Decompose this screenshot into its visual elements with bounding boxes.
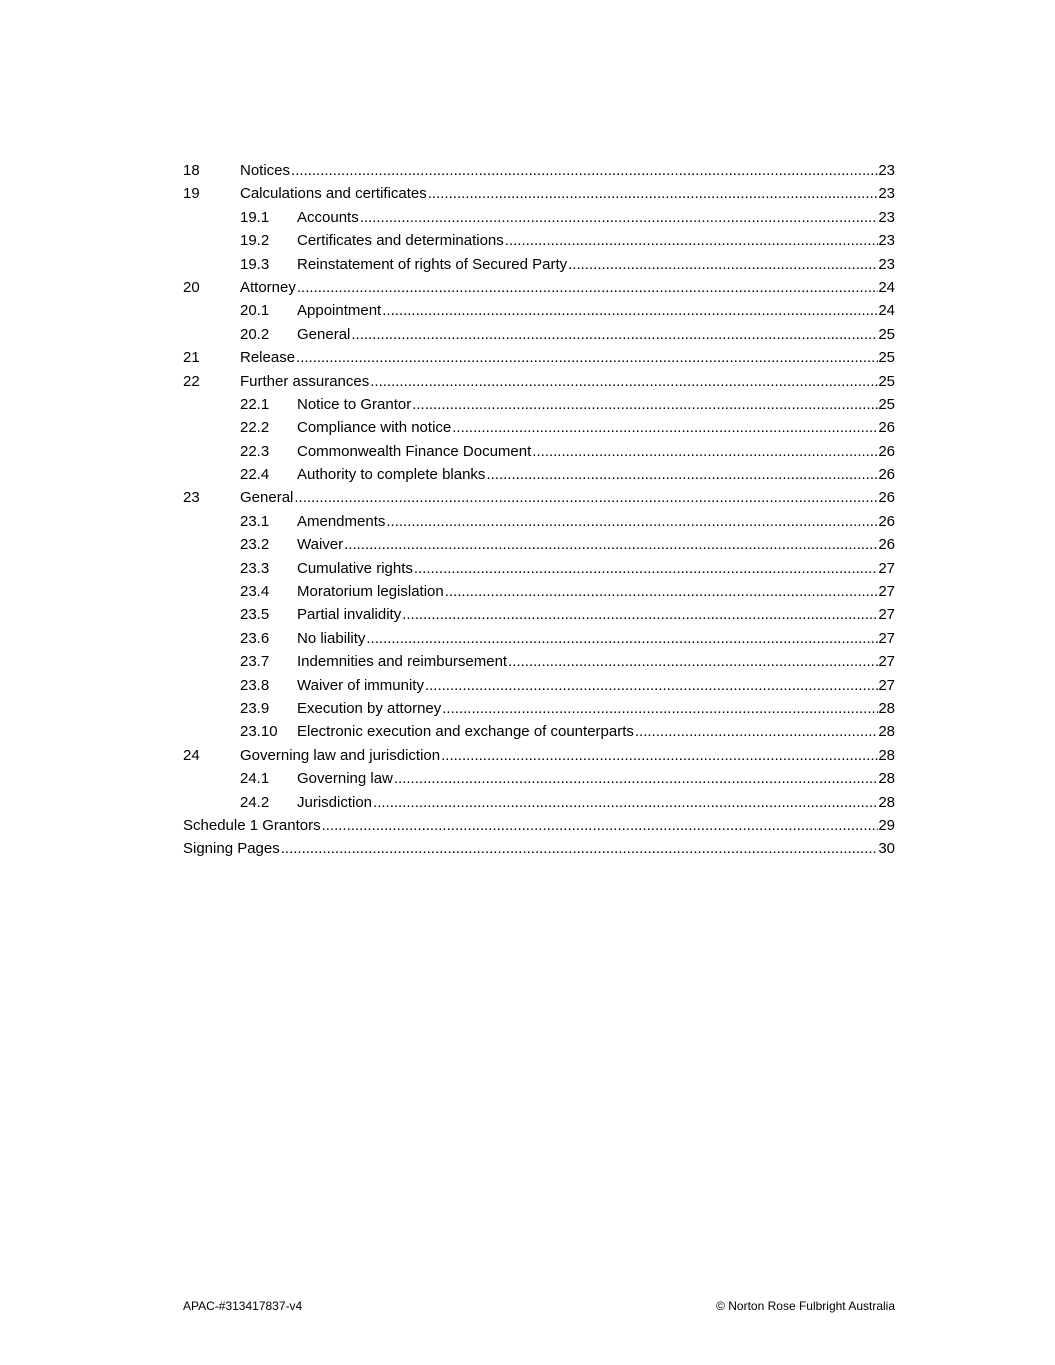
toc-entry-page-number: 27 <box>878 629 895 647</box>
dot-leader <box>281 837 879 860</box>
toc-entry-title: Governing law and jurisdiction <box>240 746 441 764</box>
toc-entry-page-number: 26 <box>878 419 895 437</box>
toc-entry-number: 20 <box>183 278 200 296</box>
dot-leader <box>394 767 878 790</box>
toc-entry-title: Certificates and determinations <box>297 232 504 250</box>
toc-entry-page-number: 26 <box>878 466 895 484</box>
toc-entry-title: Execution by attorney <box>297 699 442 717</box>
toc-entry-number: 23.10 <box>240 723 278 741</box>
toc-entry-title: Appointment <box>297 302 382 320</box>
toc-entry-number: 21 <box>183 349 200 367</box>
dot-leader <box>351 323 878 346</box>
toc-entry-title: Authority to complete blanks <box>297 466 486 484</box>
toc-entry-page-number: 28 <box>878 770 895 788</box>
toc-entry-number: 23.5 <box>240 606 270 624</box>
toc-entry-title: Commonwealth Finance Document <box>297 442 532 460</box>
dot-leader <box>291 159 878 182</box>
toc-entry-page-number: 28 <box>878 746 895 764</box>
toc-entry-title: Signing Pages <box>183 840 280 858</box>
toc-entry-page-number: 27 <box>878 676 895 694</box>
toc-entry-number: 20.2 <box>240 325 270 343</box>
toc-entry-number: 18 <box>183 162 200 179</box>
toc-entry-number: 23.7 <box>240 653 270 671</box>
toc-entry-number: 23.1 <box>240 512 270 530</box>
dot-leader <box>414 557 878 580</box>
toc-entry[interactable] <box>183 253 895 276</box>
toc-entry-title: Accounts <box>297 208 359 226</box>
toc-entry-title: Jurisdiction <box>297 793 373 811</box>
dot-leader <box>428 182 879 205</box>
toc-entry[interactable] <box>183 323 895 346</box>
toc-entry-page-number: 25 <box>878 372 895 390</box>
toc-entry-title: Further assurances <box>240 372 370 390</box>
toc-entry[interactable] <box>183 416 895 439</box>
toc-entry[interactable] <box>183 814 895 837</box>
dot-leader <box>370 370 878 393</box>
toc-entry-title: Amendments <box>297 512 386 530</box>
dot-leader <box>445 580 879 603</box>
toc-entry-title: Calculations and certificates <box>240 185 427 203</box>
toc-entry[interactable] <box>183 650 895 673</box>
toc-entry[interactable] <box>183 603 895 626</box>
toc-entry-title: Waiver of immunity <box>297 676 424 694</box>
toc-entry-title: General <box>297 325 351 343</box>
toc-entry-title: Electronic execution and exchange of counterparts <box>297 723 634 741</box>
toc-entry-page-number: 24 <box>878 278 895 296</box>
toc-entry[interactable] <box>183 159 895 182</box>
toc-entry-page-number: 27 <box>878 559 895 577</box>
toc-entry-title: Indemnities and reimbursement <box>297 653 508 671</box>
toc-entry-page-number: 25 <box>878 325 895 343</box>
toc-entry[interactable] <box>183 744 895 767</box>
toc-entry-title: Moratorium legislation <box>297 583 444 601</box>
toc-entry-page-number: 26 <box>878 536 895 554</box>
toc-entry-number: 23.4 <box>240 583 270 601</box>
toc-entry[interactable] <box>183 533 895 556</box>
toc-entry-number: 23 <box>183 489 200 507</box>
toc-entry[interactable] <box>183 206 895 229</box>
toc-entry-number: 22.4 <box>240 466 270 484</box>
toc-entry-page-number: 27 <box>878 583 895 601</box>
toc-entry-title: No liability <box>297 629 366 647</box>
dot-leader <box>386 510 878 533</box>
toc-entry[interactable] <box>183 440 895 463</box>
toc-entry[interactable] <box>183 557 895 580</box>
toc-entry[interactable] <box>183 370 895 393</box>
toc-entry-number: 22.1 <box>240 395 270 413</box>
toc-entry[interactable] <box>183 837 895 860</box>
toc-entry-number: 24.1 <box>240 770 270 788</box>
toc-entry-title: Governing law <box>297 770 393 788</box>
toc-entry-number: 20.1 <box>240 302 270 320</box>
toc-entry-page-number: 28 <box>878 723 895 741</box>
toc-entry-title: Attorney <box>240 278 296 296</box>
dot-leader <box>486 463 878 486</box>
toc-entry[interactable] <box>183 346 895 369</box>
toc-entry-page-number: 26 <box>878 489 895 507</box>
toc-entry[interactable] <box>183 393 895 416</box>
dot-leader <box>532 440 878 463</box>
toc-entry-title: Waiver <box>297 536 344 554</box>
toc-entry[interactable] <box>183 182 895 205</box>
toc-entry-page-number: 23 <box>878 255 895 273</box>
toc-entry-number: 22 <box>183 372 200 390</box>
dot-leader <box>412 393 878 416</box>
toc-entry-page-number: 25 <box>878 349 895 367</box>
dot-leader <box>296 346 878 369</box>
toc-entry-number: 19 <box>183 185 200 203</box>
toc-entry-page-number: 26 <box>878 442 895 460</box>
dot-leader <box>568 253 878 276</box>
toc-entry[interactable] <box>183 486 895 509</box>
toc-entry-number: 23.6 <box>240 629 270 647</box>
toc-entry-title: Release <box>240 349 296 367</box>
dot-leader <box>441 744 878 767</box>
toc-entry[interactable] <box>183 674 895 697</box>
toc-entry-title: General <box>240 489 294 507</box>
dot-leader <box>297 276 878 299</box>
toc-entry-page-number: 29 <box>878 816 895 834</box>
toc-entry-page-number: 23 <box>878 232 895 250</box>
toc-entry-page-number: 27 <box>878 653 895 671</box>
dot-leader <box>452 416 878 439</box>
toc-entry[interactable] <box>183 229 895 252</box>
toc-entry-page-number: 23 <box>878 208 895 226</box>
dot-leader <box>294 486 878 509</box>
toc-entry[interactable] <box>183 580 895 603</box>
toc-entry-page-number: 28 <box>878 793 895 811</box>
dot-leader <box>344 533 878 556</box>
dot-leader <box>635 720 878 743</box>
toc-entry[interactable] <box>183 627 895 650</box>
toc-entry-title: Reinstatement of rights of Secured Party <box>297 255 568 273</box>
toc-entry-title: Compliance with notice <box>297 419 452 437</box>
toc-entry[interactable] <box>183 791 895 814</box>
toc-entry[interactable] <box>183 276 895 299</box>
dot-leader <box>402 603 878 626</box>
toc-entry-title: Cumulative rights <box>297 559 413 577</box>
toc-entry-number: 19.3 <box>240 255 270 273</box>
toc-entry[interactable] <box>183 720 895 743</box>
dot-leader <box>322 814 879 837</box>
table-of-contents <box>183 159 895 861</box>
toc-entry-page-number: 23 <box>878 162 895 179</box>
toc-entry[interactable] <box>183 697 895 720</box>
toc-entry[interactable] <box>183 463 895 486</box>
dot-leader <box>360 206 879 229</box>
dot-leader <box>442 697 878 720</box>
toc-entry-number: 19.1 <box>240 208 270 226</box>
dot-leader <box>373 791 878 814</box>
toc-entry-title: Schedule 1 Grantors <box>183 816 321 834</box>
toc-entry-title: Partial invalidity <box>297 606 402 624</box>
toc-entry-page-number: 25 <box>878 395 895 413</box>
toc-entry-number: 23.9 <box>240 699 270 717</box>
toc-entry-title: Notice to Grantor <box>297 395 412 413</box>
copyright-notice: © Norton Rose Fulbright Australia <box>716 1299 895 1313</box>
toc-entry-number: 23.8 <box>240 676 270 694</box>
toc-entry[interactable] <box>183 767 895 790</box>
dot-leader <box>366 627 878 650</box>
toc-entry-number: 23.2 <box>240 536 270 554</box>
dot-leader <box>508 650 878 673</box>
toc-entry-page-number: 23 <box>878 185 895 203</box>
dot-leader <box>425 674 878 697</box>
document-reference: APAC-#313417837-v4 <box>183 1299 303 1313</box>
dot-leader <box>382 299 878 322</box>
toc-entry-number: 22.2 <box>240 419 270 437</box>
toc-entry-page-number: 26 <box>878 512 895 530</box>
toc-entry-number: 23.3 <box>240 559 270 577</box>
toc-entry-number: 22.3 <box>240 442 270 460</box>
dot-leader <box>505 229 879 252</box>
toc-entry-page-number: 24 <box>878 302 895 320</box>
toc-entry-number: 24 <box>183 746 200 764</box>
toc-entry[interactable] <box>183 510 895 533</box>
toc-entry-page-number: 27 <box>878 606 895 624</box>
toc-entry[interactable] <box>183 299 895 322</box>
toc-entry-page-number: 28 <box>878 699 895 717</box>
toc-entry-page-number: 30 <box>878 840 895 858</box>
toc-entry-number: 24.2 <box>240 793 270 811</box>
toc-entry-number: 19.2 <box>240 232 270 250</box>
toc-entry-title: Notices <box>240 162 291 179</box>
